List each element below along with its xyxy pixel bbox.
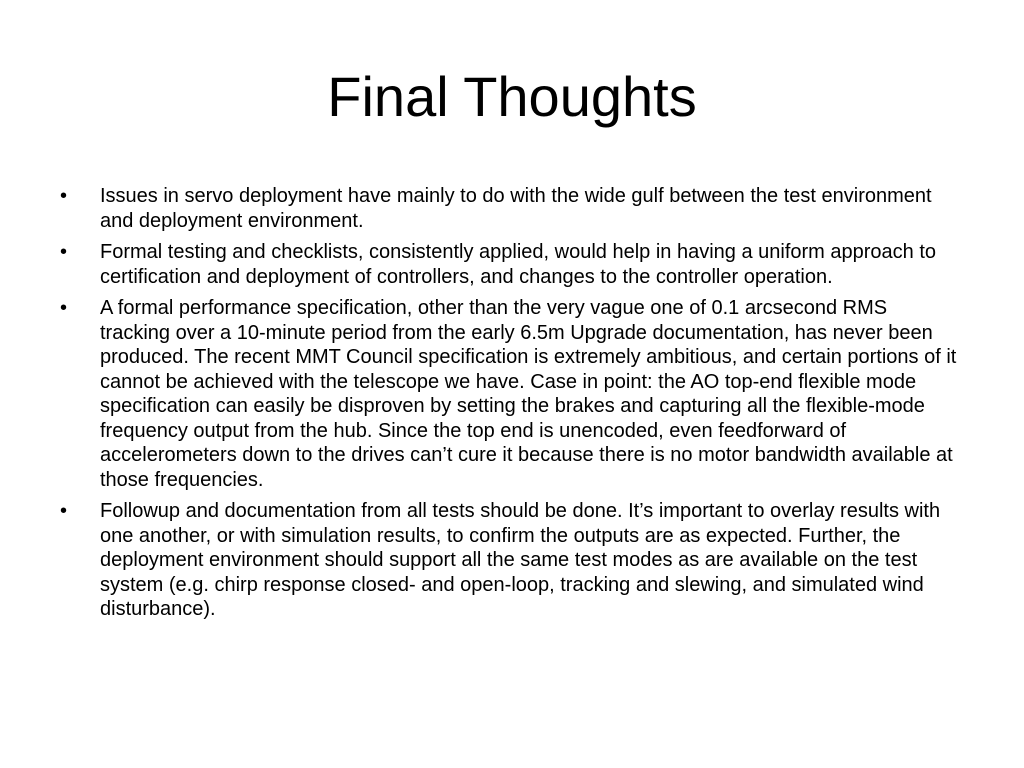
bullet-text: A formal performance specification, other than the very vague one of 0.1 arcsecond RMS tracking over a 10-minute period from the early 6.5m Upgrade documentation, has never been produced. The recent MMT Council specification is extremely ambitious, and certain portions of it cannot be achieved with the telescope we have. Case in point: the AO top-end flexible mode specification can easily be disproven by setting the brakes and capturing all the flexible-mode frequency output from the hub. Since the top end is unencoded, even feedforward of accelerometers down to the drives can’t cure it because there is no motor bandwidth available at those frequencies.: [100, 297, 957, 491]
bullet-text: Followup and documentation from all tests should be done. It’s important to overlay results with one another, or with simulation results, to confirm the outputs are as expected. Further, the deployment environment should support all the same test modes as are available on the test system (e.g. chirp response closed- and open-loop, tracking and slewing, and simulated wind disturbance).: [100, 500, 941, 620]
bullet-item: [60, 296, 960, 492]
bullet-text: Formal testing and checklists, consistently applied, would help in having a uniform approach to certification and deployment of controllers, and changes to the controller operation.: [100, 241, 937, 288]
bullet-marker: •: [60, 297, 68, 319]
bullet-item: [60, 184, 960, 233]
bullet-item: [60, 499, 960, 622]
bullet-item: [60, 240, 960, 289]
bullet-text: Issues in servo deployment have mainly to do with the wide gulf between the test environment and deployment environment.: [100, 185, 932, 232]
bullet-marker: •: [60, 185, 68, 207]
slide-title: Final Thoughts: [327, 65, 697, 128]
bullet-list: [60, 184, 960, 629]
bullet-marker: •: [60, 500, 68, 522]
bullet-marker: •: [60, 241, 68, 263]
